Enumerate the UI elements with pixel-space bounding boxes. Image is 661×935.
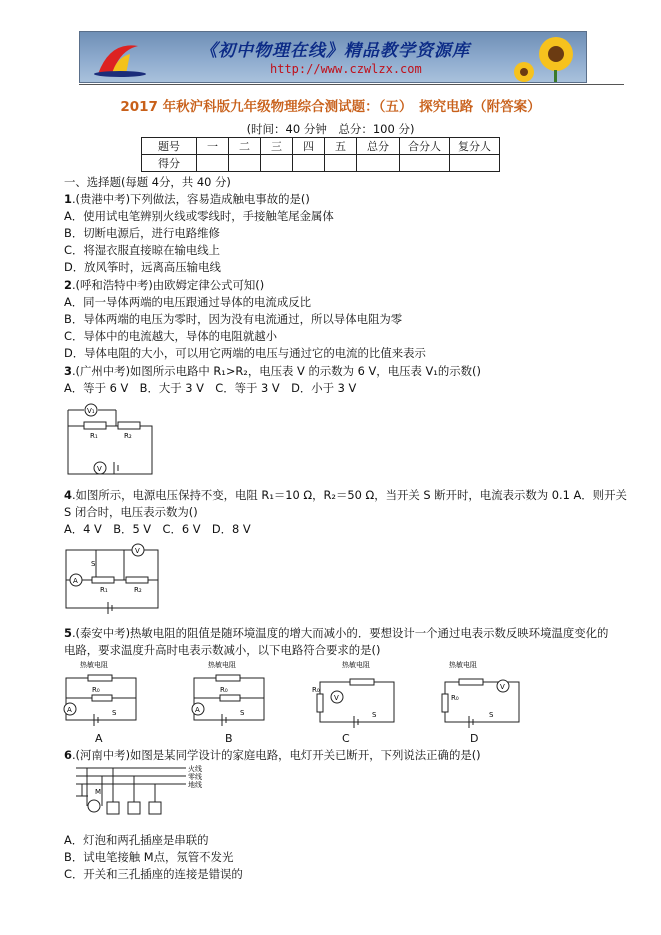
q5-circuit-a (62, 660, 142, 732)
resistor-r1-label: R₁ (100, 586, 108, 594)
q3-circuit-diagram (62, 400, 157, 480)
q2-option-d: D．导体电阻的大小，可以用它两端的电压与通过它的电流的比值来表示 (64, 346, 426, 360)
question-5-stem-cont: 电路，要求温度升高时电表示数减小，以下电路符合要求的是() (64, 643, 381, 657)
banner-title: 《初中物理在线》精品教学资源库 (200, 41, 470, 61)
q6-option-b: B．试电笔接触 M点，氖管不发光 (64, 850, 234, 864)
score-cell: 二 (229, 138, 261, 155)
q5-option-b-label: B (225, 732, 233, 745)
score-cell: 得分 (142, 155, 197, 172)
score-input-cell[interactable] (357, 155, 400, 172)
q4-options: A．4 V B．5 V C．6 V D．8 V (64, 522, 251, 536)
q5-circuit-b (190, 660, 270, 732)
q6-household-circuit (62, 762, 212, 822)
q1-option-b: B．切断电源后，进行电路维修 (64, 226, 220, 240)
question-3-stem: 3.(广州中考)如图所示电路中 R₁>R₂，电压表 V 的示数为 6 V，电压表 V₁的示数() (64, 364, 481, 378)
voltmeter-v1-label: V₁ (87, 407, 95, 415)
point-m-label: M (95, 788, 102, 796)
ammeter-label: A (73, 577, 78, 585)
resistor-r0-label: R₀ (92, 686, 100, 694)
score-input-cell[interactable] (450, 155, 500, 172)
resistor-r0-label: R₀ (312, 686, 320, 694)
q2-option-a: A．同一导体两端的电压跟通过导体的电流成反比 (64, 295, 311, 309)
q5-circuit-c (312, 660, 402, 732)
question-number: 3 (64, 364, 72, 378)
q6-option-a: A．灯泡和两孔插座是串联的 (64, 833, 209, 847)
banner-url[interactable]: http://www.czwlzx.com (270, 62, 422, 76)
question-number: 5 (64, 626, 72, 640)
score-table-score-row (142, 155, 500, 172)
q5-option-d-label: D (470, 732, 479, 745)
site-logo (90, 36, 150, 78)
voltmeter-v-label: V (97, 465, 102, 473)
sunflower-image (514, 32, 584, 82)
q4-circuit-diagram (62, 540, 167, 615)
question-4-stem: 4.如图所示，电源电压保持不变，电阻 R₁＝10 Ω，R₂＝50 Ω，当开关 S 断开时，电流表示数为 0.1 A．则开关 (64, 488, 627, 502)
question-2-stem: 2.(呼和浩特中考)由欧姆定律公式可知() (64, 278, 265, 292)
voltmeter-label: V (334, 694, 339, 702)
question-number: 2 (64, 278, 72, 292)
q1-option-a: A．使用试电笔辨别火线或零线时，手接触笔尾金属体 (64, 209, 334, 223)
score-input-cell[interactable] (400, 155, 450, 172)
section-heading: 一、选择题(每题 4分，共 40 分) (64, 175, 231, 189)
score-cell: 三 (261, 138, 293, 155)
thermistor-label: 热敏电阻 (208, 661, 236, 669)
resistor-r0-label: R₀ (451, 694, 459, 702)
voltmeter-label: V (135, 547, 140, 555)
thermistor-label: 热敏电阻 (80, 661, 108, 669)
resistor-r0-label: R₀ (220, 686, 228, 694)
question-1-stem: 1.(贵港中考)下列做法，容易造成触电事故的是() (64, 192, 310, 206)
q3-options: A．等于 6 V B．大于 3 V C．等于 3 V D．小于 3 V (64, 381, 357, 395)
switch-s-label: S (91, 560, 96, 568)
q2-option-c: C．导体中的电流越大，导体的电阻就越小 (64, 329, 277, 343)
score-input-cell[interactable] (325, 155, 357, 172)
question-4-stem-cont: S 闭合时，电压表示数为() (64, 505, 198, 519)
q1-option-c: C．将湿衣服直接晾在输电线上 (64, 243, 221, 257)
q6-option-c: C．开关和三孔插座的连接是错误的 (64, 867, 243, 881)
resistor-r2-label: R₂ (134, 586, 142, 594)
score-input-cell[interactable] (293, 155, 325, 172)
earth-wire-label: 地线 (188, 781, 202, 789)
live-wire-label: 火线 (188, 765, 202, 773)
score-input-cell[interactable] (229, 155, 261, 172)
q5-circuit-d (437, 660, 527, 732)
switch-s-label: S (372, 711, 377, 719)
question-6-stem: 6.(河南中考)如图是某同学设计的家庭电路，电灯开关已断开，下列说法正确的是() (64, 748, 481, 762)
switch-s-label: S (112, 709, 117, 717)
q5-option-c-label: C (342, 732, 350, 745)
thermistor-label: 热敏电阻 (449, 661, 477, 669)
score-cell: 总分 (357, 138, 400, 155)
document-title: 2017 年秋沪科版九年级物理综合测试题：（五） 探究电路（附答案） (120, 99, 541, 115)
header-rule (79, 84, 624, 85)
exam-meta: (时间：40 分钟 总分：100 分) (246, 122, 415, 136)
score-cell: 一 (197, 138, 229, 155)
question-number: 1 (64, 192, 72, 206)
q1-option-d: D．放风筝时，远离高压输电线 (64, 260, 221, 274)
thermistor-label: 热敏电阻 (342, 661, 370, 669)
q5-option-a-label: A (95, 732, 103, 745)
score-input-cell[interactable] (197, 155, 229, 172)
score-cell: 四 (293, 138, 325, 155)
neutral-wire-label: 零线 (188, 773, 202, 781)
switch-s-label: S (489, 711, 494, 719)
resistor-r2-label: R₂ (124, 432, 132, 440)
question-number: 6 (64, 748, 72, 762)
ammeter-label: A (195, 706, 200, 714)
switch-s-label: S (240, 709, 245, 717)
question-5-stem: 5.(泰安中考)热敏电阻的阻值是随环境温度的增大而减小的．要想设计一个通过电表示数反映环境温度变化的 (64, 626, 609, 640)
score-cell: 五 (325, 138, 357, 155)
ammeter-label: A (67, 706, 72, 714)
score-input-cell[interactable] (261, 155, 293, 172)
question-number: 4 (64, 488, 72, 502)
voltmeter-label: V (500, 683, 505, 691)
score-cell: 题号 (142, 138, 197, 155)
q2-option-b: B．导体两端的电压为零时，因为没有电流通过，所以导体电阻为零 (64, 312, 403, 326)
score-cell: 合分人 (400, 138, 450, 155)
score-cell: 复分人 (450, 138, 500, 155)
score-table (141, 137, 500, 172)
score-table-header-row (142, 138, 500, 155)
header-banner (79, 31, 587, 83)
resistor-r1-label: R₁ (90, 432, 98, 440)
